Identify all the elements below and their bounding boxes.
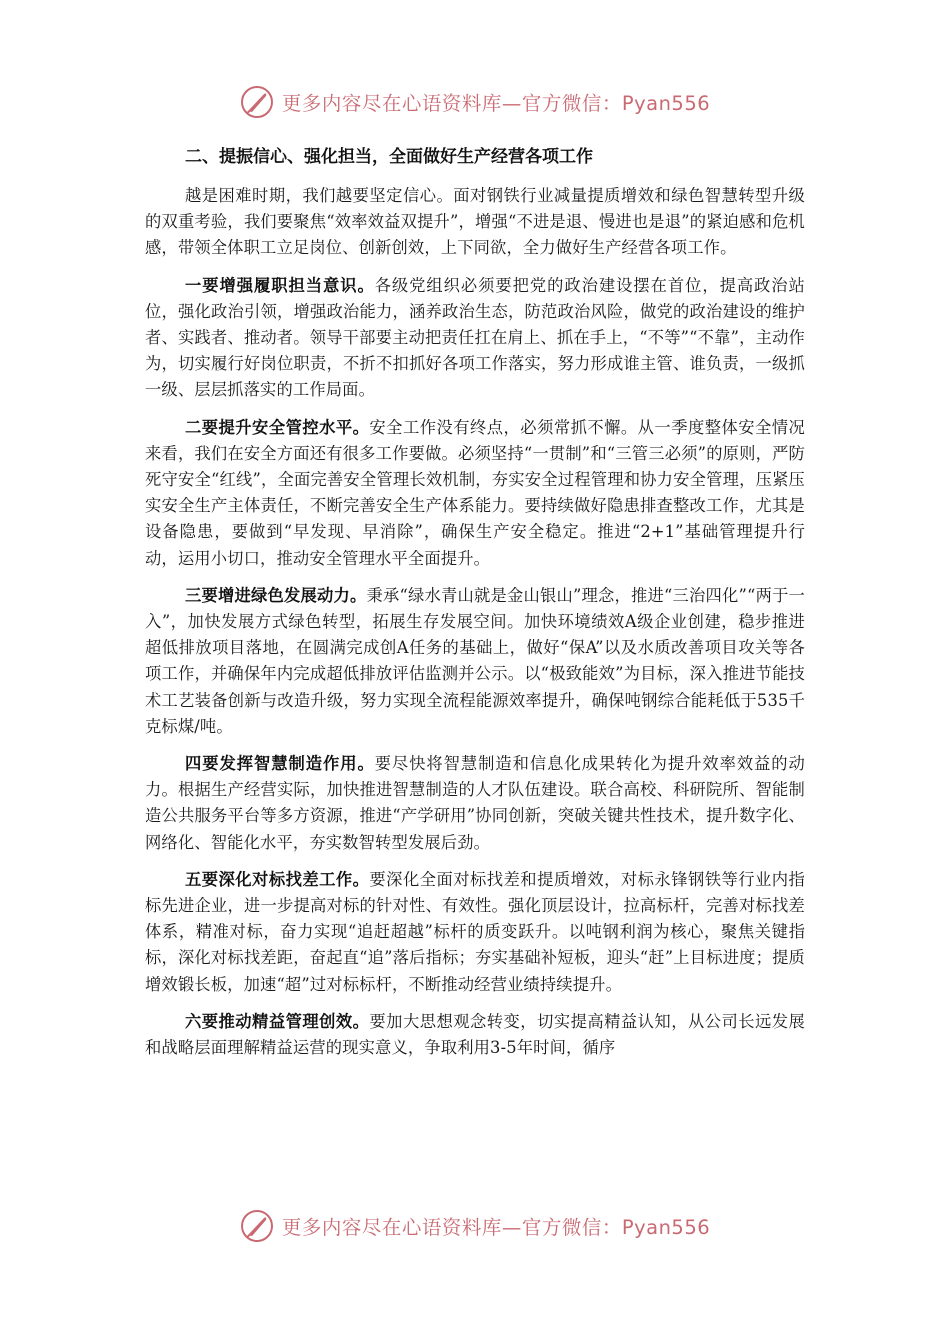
item-lead: 一要增强履职担当意识。 [185,275,375,295]
item-paragraph-5 [145,867,805,998]
watermark-header [0,82,950,122]
item-lead: 五要深化对标找差工作。 [185,869,370,889]
item-lead: 三要增进绿色发展动力。 [185,585,367,605]
document-body [145,143,805,1072]
item-body: 秉承“绿水青山就是金山银山”理念，推进“三治四化”“两于一入”，加快发展方式绿色转型，拓展生存发展空间。加快环境绩效A级企业创建，稳步推进超低排放项目落地，在圆满完成创A任务的基础上，做好“保A”以及水质改善项目攻关等各项工作，并确保年内完成超低排放评估监测并公示。以“极致能效”为目标，深入推进节能技术工艺装备创新与改造升级，努力实现全流程能源效率提升，确保吨钢综合能耗低于535千克标煤/吨。 [145,585,805,736]
item-body: 要深化全面对标找差和提质增效，对标永锋钢铁等行业内指标先进企业，进一步提高对标的针对性、有效性。强化顶层设计，拉高标杆，完善对标找差体系，精准对标，奋力实现“追赶超越”标杆的质变跃升。以吨钢利润为核心，聚焦关键指标，深化对标找差距，奋起直“追”落后指标；夯实基础补短板，迎头“赶”上目标进度；提质增效锻长板，加速“超”过对标标杆，不断推动经营业绩持续提升。 [145,869,805,994]
item-lead: 六要推动精益管理创效。 [185,1011,370,1031]
item-paragraph-2 [145,415,805,572]
item-body: 安全工作没有终点，必须常抓不懈。从一季度整体安全情况来看，我们在安全方面还有很多工作要做。必须坚持“一贯制”和“三管三必须”的原则，严防死守安全“红线”，全面完善安全管理长效机制，夯实安全过程管理和协力安全管理，压紧压实安全生产主体责任，不断完善安全生产体系能力。要持续做好隐患排查整改工作，尤其是设备隐患，要做到“早发现、早消除”，确保生产安全稳定。推进“2+1”基础管理提升行动，运用小切口，推动安全管理水平全面提升。 [145,417,805,568]
item-lead: 二要提升安全管控水平。 [185,417,370,437]
item-body: 要加大思想观念转变，切实提高精益认知，从公司长远发展和战略层面理解精益运营的现实意义，争取利用3-5年时间，循序 [145,1011,805,1058]
item-paragraph-3 [145,583,805,740]
section-heading: 二、提振信心、强化担当，全面做好生产经营各项工作 [185,147,593,167]
watermark-text: 更多内容尽在心语资料库—官方微信：Pyan556 [281,1216,711,1239]
watermark-text: 更多内容尽在心语资料库—官方微信：Pyan556 [281,92,711,115]
quill-pen-logo-icon [240,85,274,119]
quill-pen-logo-icon [240,1209,274,1243]
item-paragraph-6 [145,1009,805,1061]
item-body: 各级党组织必须要把党的政治建设摆在首位，提高政治站位，强化政治引领，增强政治能力，涵养政治生态，防范政治风险，做党的政治建设的维护者、实践者、推动者。领导干部要主动把责任扛在肩上、抓在手上，“不等”“不靠”，主动作为，切实履行好岗位职责，不折不扣抓好各项工作落实，努力形成谁主管、谁负责，一级抓一级、层层抓落实的工作局面。 [145,275,805,400]
item-paragraph-4 [145,751,805,856]
watermark-footer [0,1206,950,1246]
item-paragraph-1 [145,273,805,404]
item-body: 要尽快将智慧制造和信息化成果转化为提升效率效益的动力。根据生产经营实际，加快推进智慧制造的人才队伍建设。联合高校、科研院所、智能制造公共服务平台等多方资源，推进“产学研用”协同创新，突破关键共性技术，提升数字化、网络化、智能化水平，夯实数智转型发展后劲。 [145,754,805,852]
item-lead: 四要发挥智慧制造作用。 [185,754,375,774]
intro-paragraph: 越是困难时期，我们越要坚定信心。面对钢铁行业减量提质增效和绿色智慧转型升级的双重考验，我们要聚焦“效率效益双提升”，增强“不进是退、慢进也是退”的紧迫感和危机感，带领全体职工立足岗位、创新创效，上下同欲，全力做好生产经营各项工作。 [145,186,805,258]
